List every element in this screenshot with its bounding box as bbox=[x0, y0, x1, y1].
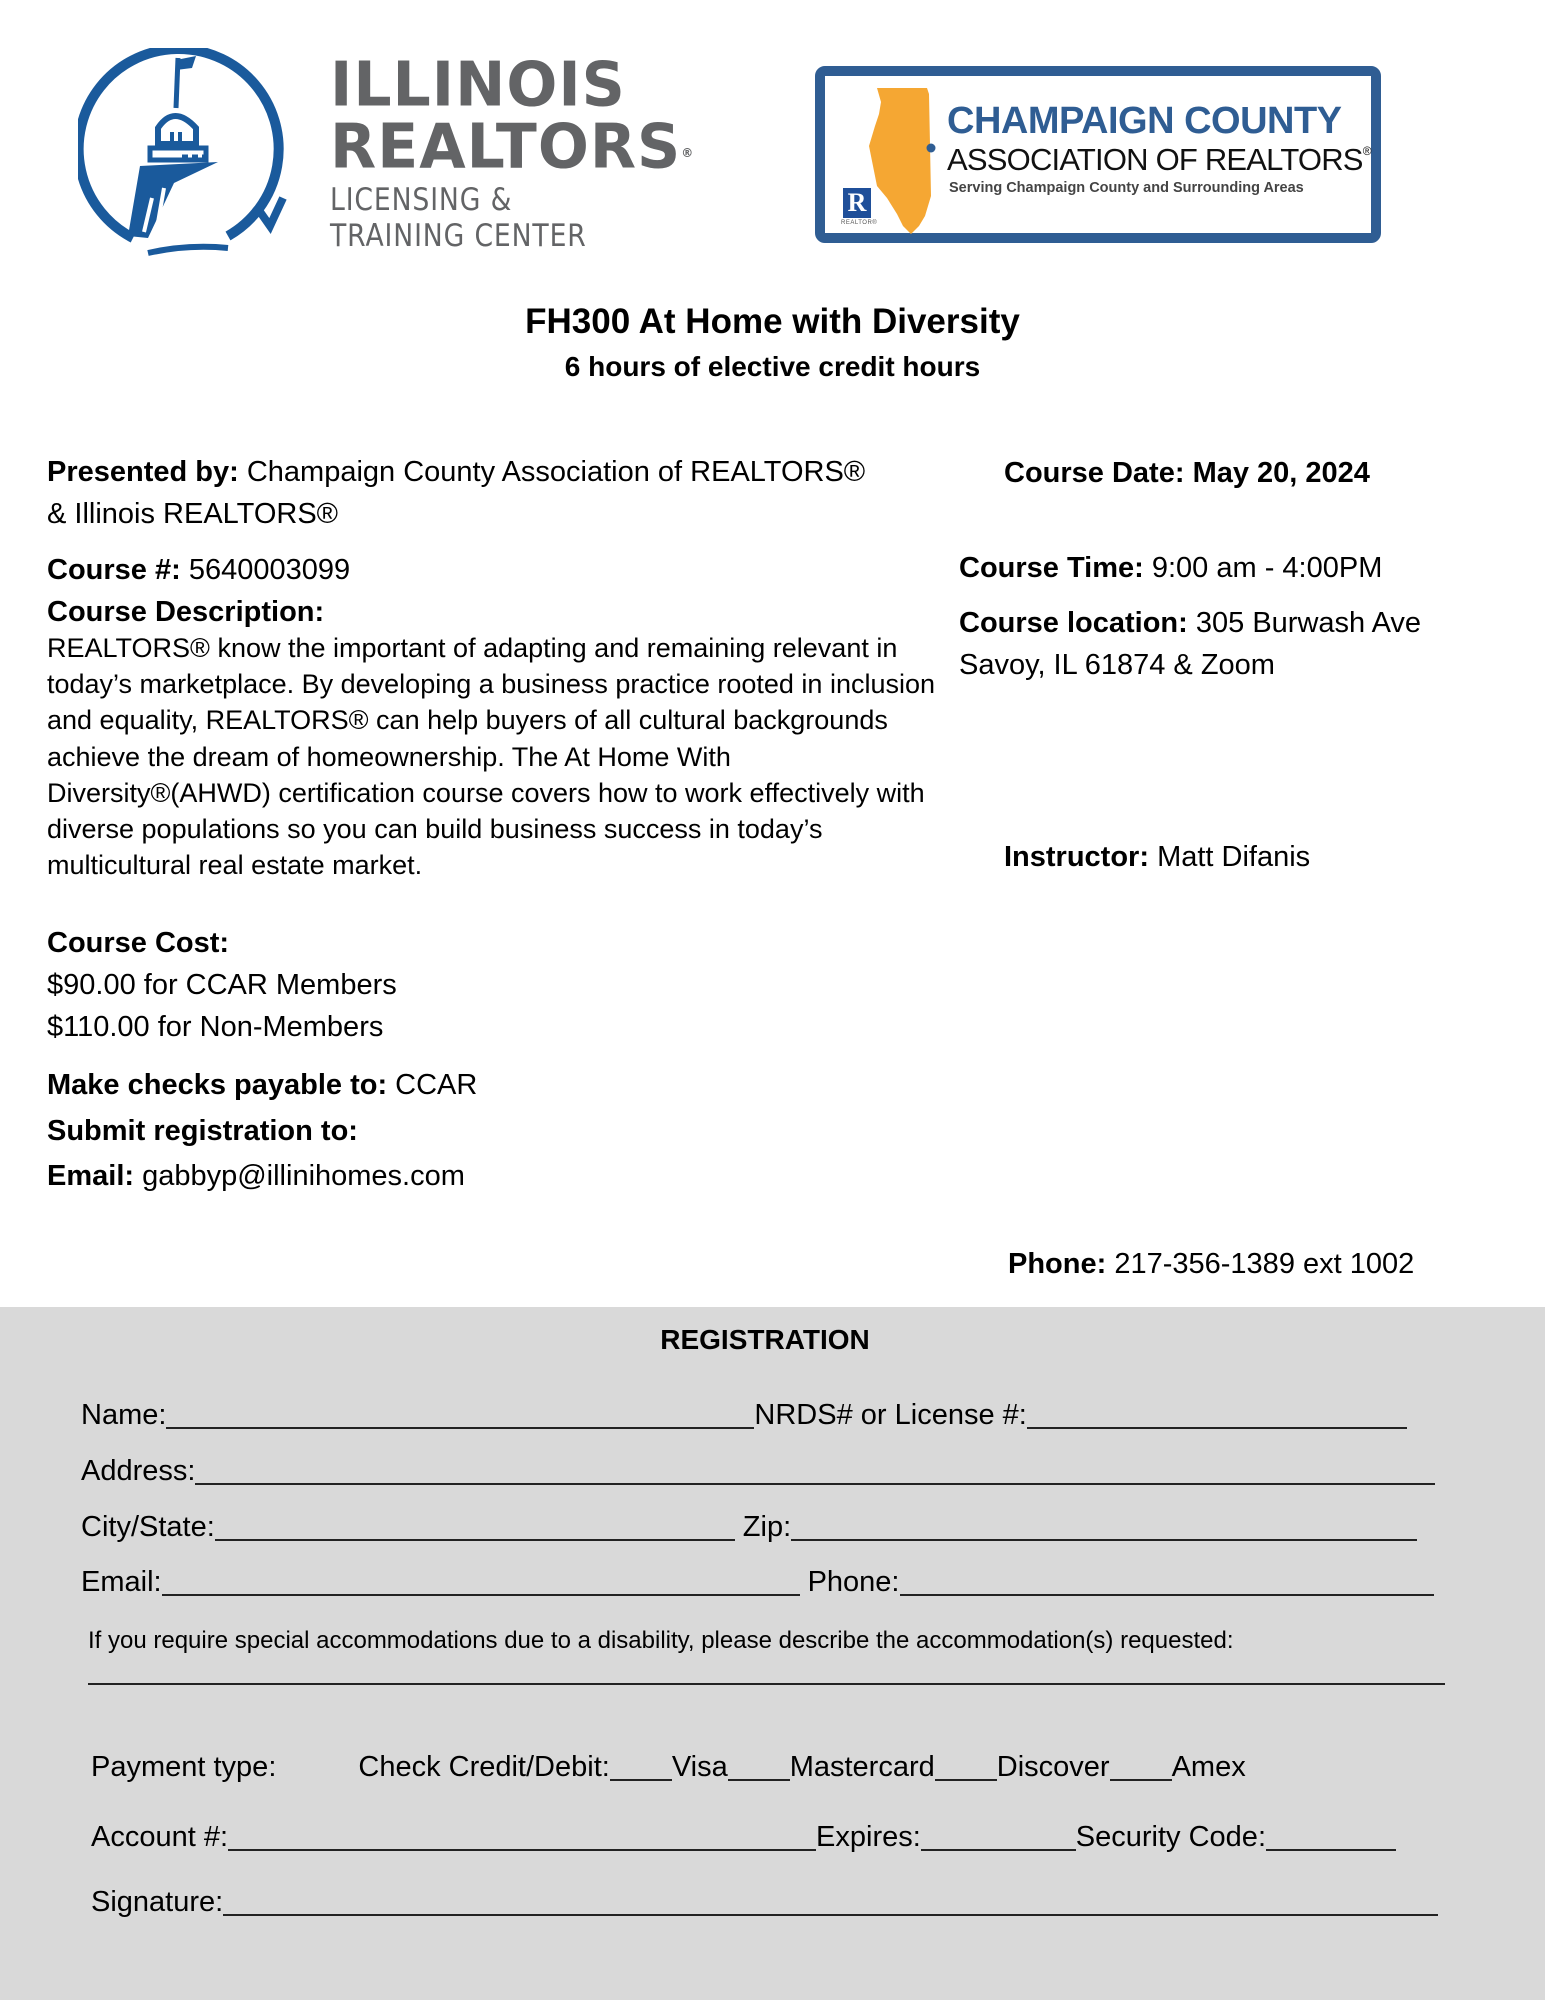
amex-blank[interactable] bbox=[1110, 1753, 1172, 1781]
nrds-field[interactable] bbox=[1027, 1401, 1407, 1429]
instructor-label: Instructor: bbox=[1004, 841, 1149, 873]
contact-email-label: Email: bbox=[47, 1160, 135, 1192]
zip-field[interactable] bbox=[791, 1513, 1417, 1541]
course-location bbox=[959, 603, 1421, 644]
illinois-realtors-wordmark bbox=[330, 49, 695, 254]
contact-phone bbox=[1008, 1244, 1414, 1285]
capitol-dome-icon bbox=[78, 48, 303, 263]
course-date-label: Course Date: bbox=[1004, 457, 1185, 489]
champaign-county-logo bbox=[815, 66, 1381, 243]
accommodations-label: If you require special accommodations due to a disability, please describe the accommodation(s) requested: bbox=[88, 1627, 1234, 1654]
contact-phone-label: Phone: bbox=[1008, 1248, 1107, 1280]
mastercard-blank[interactable] bbox=[728, 1753, 790, 1781]
logo-association-of-realtors: ASSOCIATION OF REALTORS® bbox=[947, 142, 1371, 177]
expires-field[interactable] bbox=[921, 1823, 1076, 1851]
email-label: Email: bbox=[81, 1566, 162, 1598]
accommodations-field[interactable] bbox=[88, 1683, 1445, 1685]
instructor bbox=[1004, 837, 1310, 878]
visa-label: Visa bbox=[671, 1751, 728, 1783]
course-location-value: 305 Burwash Ave bbox=[1195, 607, 1422, 639]
nrds-label: NRDS# or License #: bbox=[754, 1399, 1027, 1431]
row-address bbox=[81, 1451, 1435, 1491]
account-field[interactable] bbox=[228, 1823, 816, 1851]
row-payment-type bbox=[91, 1747, 1246, 1787]
name-field[interactable] bbox=[166, 1401, 754, 1429]
email-field[interactable] bbox=[162, 1568, 800, 1596]
course-date-value: May 20, 2024 bbox=[1192, 457, 1370, 489]
security-code-field[interactable] bbox=[1266, 1823, 1396, 1851]
security-code-label: Security Code: bbox=[1075, 1821, 1266, 1853]
submit-registration-label: Submit registration to: bbox=[47, 1115, 358, 1147]
address-field[interactable] bbox=[195, 1457, 1435, 1485]
course-description-label: Course Description: bbox=[47, 596, 325, 628]
visa-blank[interactable] bbox=[610, 1753, 672, 1781]
course-time-value: 9:00 am - 4:00PM bbox=[1151, 552, 1383, 584]
zip-label: Zip: bbox=[742, 1511, 792, 1543]
account-label: Account #: bbox=[91, 1821, 229, 1853]
payment-type-label: Payment type: bbox=[91, 1751, 277, 1783]
contact-email-value[interactable]: gabbyp@illinihomes.com bbox=[142, 1160, 465, 1192]
logo-line-training-center: TRAINING CENTER bbox=[330, 218, 587, 254]
phone-label: Phone: bbox=[807, 1566, 900, 1598]
city-state-label: City/State: bbox=[81, 1511, 215, 1543]
contact-phone-value: 217-356-1389 ext 1002 bbox=[1114, 1248, 1415, 1280]
page-subtitle: 6 hours of elective credit hours bbox=[564, 351, 981, 382]
expires-label: Expires: bbox=[816, 1821, 921, 1853]
page-title: FH300 At Home with Diversity bbox=[525, 302, 1020, 341]
logo-line-realtors: REALTORS® bbox=[330, 111, 695, 183]
row-name-nrds bbox=[81, 1395, 1437, 1435]
course-cost-label: Course Cost: bbox=[47, 927, 230, 959]
logo-champaign-county: CHAMPAIGN COUNTY bbox=[947, 100, 1342, 142]
checks-payable bbox=[47, 1065, 477, 1106]
course-number-label: Course #: bbox=[47, 554, 181, 586]
course-location-label: Course location: bbox=[959, 607, 1188, 639]
contact-email bbox=[47, 1156, 465, 1197]
discover-label: Discover bbox=[996, 1751, 1110, 1783]
row-signature bbox=[91, 1882, 1438, 1922]
course-number bbox=[47, 550, 350, 591]
course-number-value: 5640003099 bbox=[188, 554, 351, 586]
signature-label: Signature: bbox=[91, 1886, 224, 1918]
row-email-phone bbox=[81, 1562, 1434, 1602]
presented-by bbox=[47, 452, 865, 493]
realtor-caption: REALTOR® bbox=[841, 220, 878, 226]
logo-line-illinois: ILLINOIS bbox=[330, 49, 626, 121]
cost-members: $90.00 for CCAR Members bbox=[47, 969, 397, 1001]
cost-nonmembers: $110.00 for Non-Members bbox=[47, 1011, 384, 1043]
course-time bbox=[959, 548, 1382, 589]
check-credit-label: Check Credit/Debit: bbox=[358, 1751, 610, 1783]
course-location-line2: Savoy, IL 61874 & Zoom bbox=[959, 649, 1275, 681]
course-description: REALTORS® know the important of adapting and remaining relevant in today’s marketplace. By developing a business practice rooted in inclusion and equality, REALTORS® can help buyers of all cultural backgrounds achieve the dream of homeownership. The At Home With Diversity®(AHWD) certification course covers how to work effectively with diverse populations so you can build business success in today’s multicultural real estate market. bbox=[47, 633, 936, 881]
realtor-r-badge-icon: R bbox=[843, 188, 871, 218]
discover-blank[interactable] bbox=[935, 1753, 997, 1781]
logo-line-licensing: LICENSING & bbox=[330, 182, 513, 218]
phone-field[interactable] bbox=[900, 1568, 1434, 1596]
row-account bbox=[91, 1817, 1396, 1857]
row-city-zip bbox=[81, 1507, 1417, 1547]
name-label: Name: bbox=[81, 1399, 167, 1431]
checks-payable-label: Make checks payable to: bbox=[47, 1069, 388, 1101]
instructor-value: Matt Difanis bbox=[1157, 841, 1311, 873]
address-label: Address: bbox=[81, 1455, 196, 1487]
presented-by-value: Champaign County Association of REALTORS® bbox=[246, 456, 866, 488]
logo-tagline: Serving Champaign County and Surrounding Areas bbox=[949, 180, 1304, 196]
presented-by-line2: & Illinois REALTORS® bbox=[47, 498, 339, 530]
course-date bbox=[1004, 453, 1370, 494]
checks-payable-value: CCAR bbox=[395, 1069, 478, 1101]
illinois-map-icon bbox=[867, 86, 947, 236]
registration-title: REGISTRATION bbox=[660, 1324, 870, 1355]
mastercard-label: Mastercard bbox=[789, 1751, 935, 1783]
illinois-realtors-logo bbox=[78, 48, 698, 263]
city-state-field[interactable] bbox=[215, 1513, 735, 1541]
presented-by-label: Presented by: bbox=[47, 456, 239, 488]
signature-field[interactable] bbox=[223, 1888, 1438, 1916]
course-time-label: Course Time: bbox=[959, 552, 1144, 584]
amex-label: Amex bbox=[1171, 1751, 1246, 1783]
